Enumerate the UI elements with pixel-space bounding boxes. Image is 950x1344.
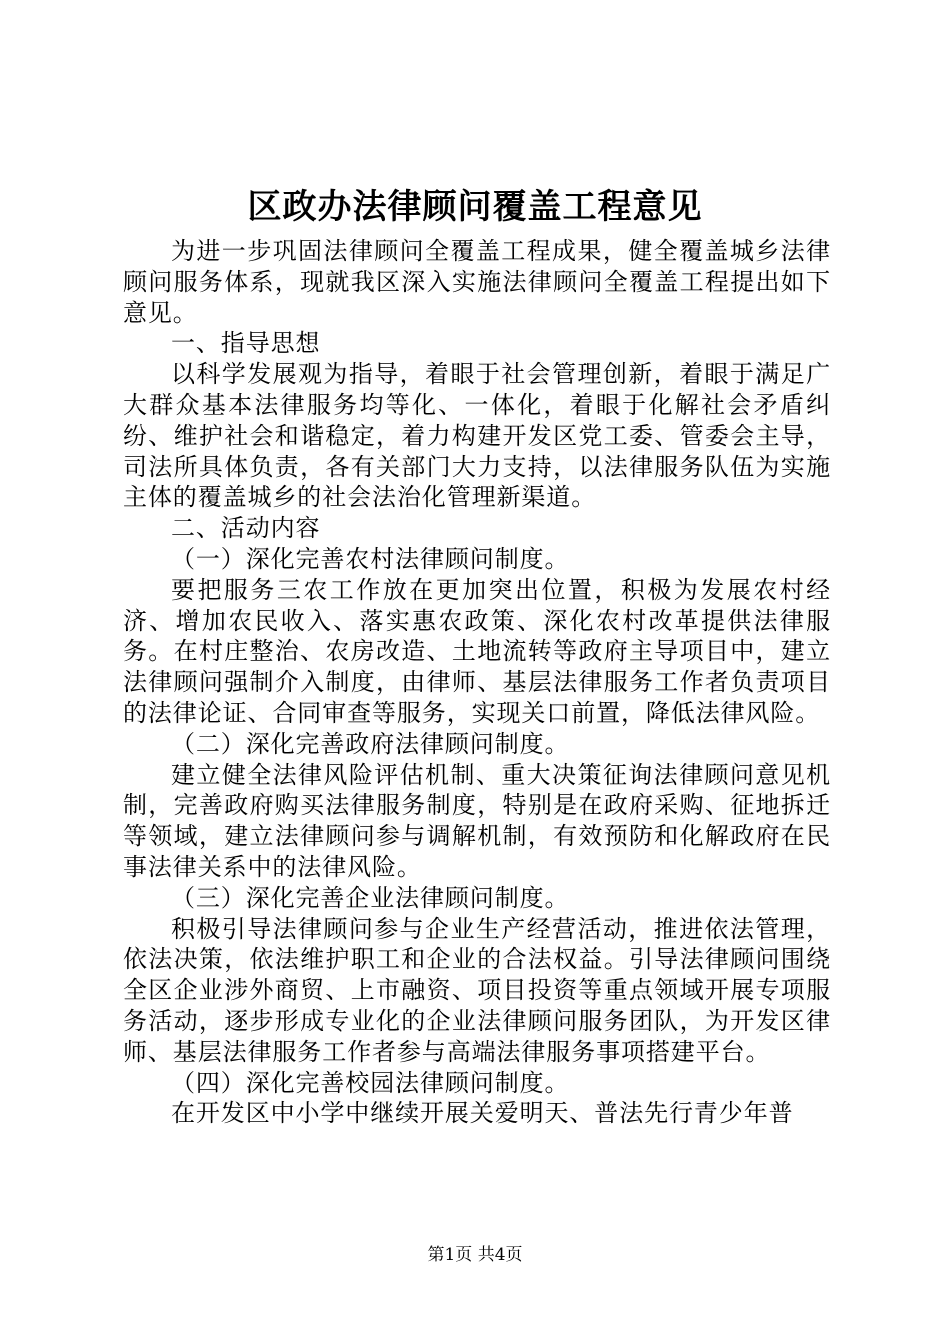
campus-legal-counsel-paragraph: 在开发区中小学中继续开展关爱明天、普法先行青少年普 bbox=[171, 1099, 794, 1128]
subheading-campus-legal-counsel: （四）深化完善校园法律顾问制度。 bbox=[171, 1068, 570, 1097]
intro-paragraph: 为进一步巩固法律顾问全覆盖工程成果，健全覆盖城乡法律顾问服务体系，现就我区深入实施法律顾问全覆盖工程提出如下意见。 bbox=[123, 237, 831, 327]
subheading-rural-legal-counsel: （一）深化完善农村法律顾问制度。 bbox=[171, 544, 570, 573]
rural-legal-counsel-paragraph: 要把服务三农工作放在更加突出位置，积极为发展农村经济、增加农民收入、落实惠农政策、深化农村改革提供法律服务。在村庄整治、农房改造、土地流转等政府主导项目中，建立法律顾问强制介入制度，由律师、基层法律服务工作者负责项目的法律论证、合同审查等服务，实现关口前置，降低法律风险。 bbox=[123, 575, 831, 727]
subheading-enterprise-legal-counsel: （三）深化完善企业法律顾问制度。 bbox=[171, 883, 570, 912]
document-title: 区政办法律顾问覆盖工程意见 bbox=[247, 187, 703, 227]
guiding-ideology-paragraph: 以科学发展观为指导，着眼于社会管理创新，着眼于满足广大群众基本法律服务均等化、一体化，着眼于化解社会矛盾纠纷、维护社会和谐稳定，着力构建开发区党工委、管委会主导，司法所具体负责，各有关部门大力支持，以法律服务队伍为实施主体的覆盖城乡的社会法治化管理新渠道。 bbox=[123, 360, 831, 512]
document-body bbox=[123, 236, 831, 1129]
page-footer: 第1页 共4页 bbox=[427, 1245, 523, 1265]
subheading-government-legal-counsel: （二）深化完善政府法律顾问制度。 bbox=[171, 729, 570, 758]
section-heading-guiding-ideology: 一、指导思想 bbox=[171, 329, 321, 358]
enterprise-legal-counsel-paragraph: 积极引导法律顾问参与企业生产经营活动，推进依法管理，依法决策，依法维护职工和企业的合法权益。引导法律顾问围绕全区企业涉外商贸、上市融资、项目投资等重点领域开展专项服务活动，逐步形成专业化的企业法律顾问服务团队，为开发区律师、基层法律服务工作者参与高端法律服务事项搭建平台。 bbox=[123, 914, 831, 1066]
section-heading-activity-content: 二、活动内容 bbox=[171, 514, 321, 543]
government-legal-counsel-paragraph: 建立健全法律风险评估机制、重大决策征询法律顾问意见机制，完善政府购买法律服务制度，特别是在政府采购、征地拆迁等领域，建立法律顾问参与调解机制，有效预防和化解政府在民事法律关系中的法律风险。 bbox=[123, 760, 831, 881]
